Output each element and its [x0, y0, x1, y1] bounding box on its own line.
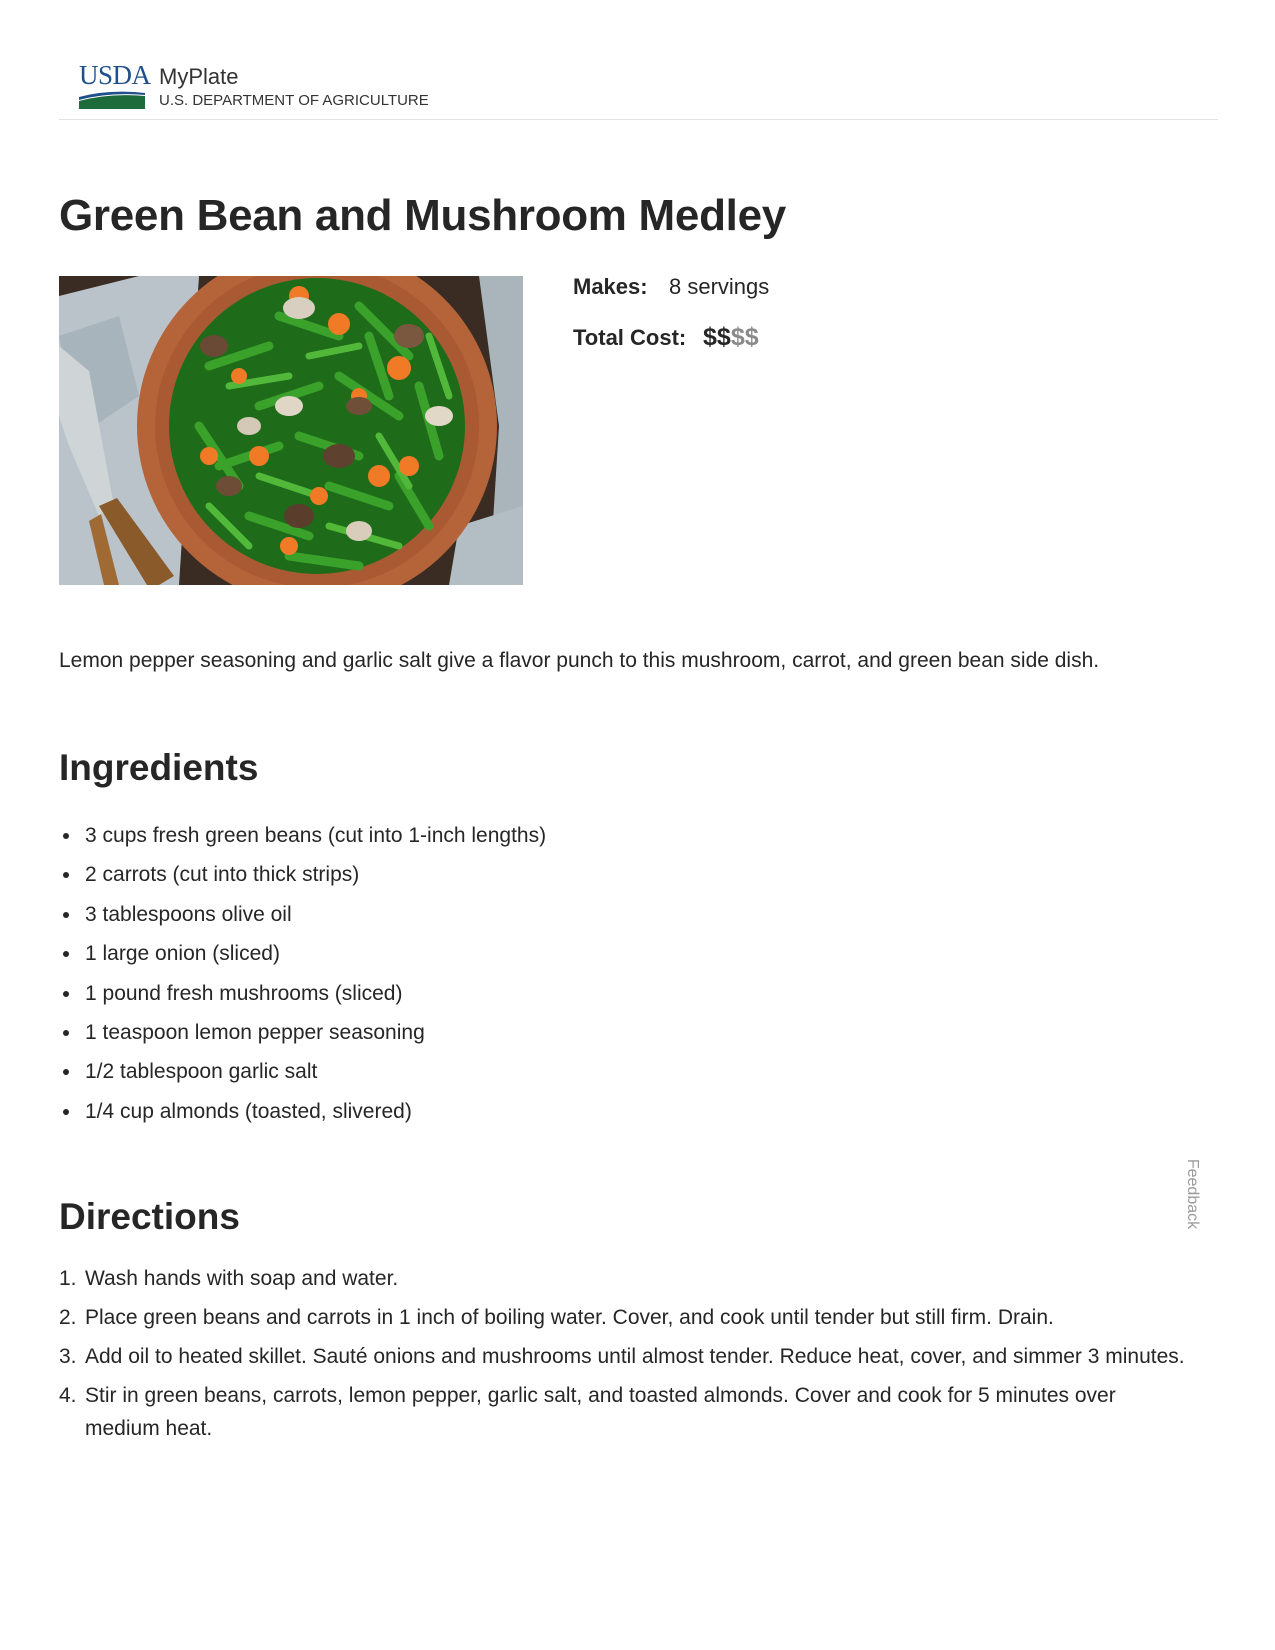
recipe-title: Green Bean and Mushroom Medley: [59, 191, 786, 240]
ingredient-text: 1/2 tablespoon garlic salt: [85, 1060, 318, 1084]
ingredient-item: [85, 855, 985, 894]
brand-name[interactable]: MyPlate: [159, 64, 239, 89]
cost-rating: [703, 323, 759, 351]
cost-filled: $$: [703, 323, 731, 351]
cost-empty: $$: [730, 323, 759, 351]
ingredient-text: 2 carrots (cut into thick strips): [85, 863, 360, 887]
bullet-icon: [63, 1109, 69, 1115]
bullet-icon: [63, 833, 69, 839]
bullet-icon: [63, 951, 69, 957]
makes-value: 8 servings: [669, 274, 770, 299]
cost-label: Total Cost:: [573, 325, 687, 350]
ingredient-item: [85, 1013, 985, 1052]
ingredient-text: 1/4 cup almonds (toasted, slivered): [85, 1099, 412, 1123]
ingredient-item: [85, 1052, 985, 1091]
bullet-icon: [63, 1069, 69, 1075]
step-number: 4.: [59, 1384, 77, 1407]
directions-heading: Directions: [59, 1196, 240, 1237]
bullet-icon: [63, 872, 69, 878]
step-number: 3.: [59, 1345, 77, 1368]
bullet-icon: [63, 991, 69, 997]
ingredient-item: [85, 895, 985, 934]
usda-logo-text: USDA: [79, 60, 151, 90]
feedback-label: Feedback: [1184, 1158, 1201, 1230]
step-text: Stir in green beans, carrots, lemon pepper, garlic salt, and toasted almonds. Cover and cook for 5 minutes over medium heat.: [85, 1384, 1116, 1440]
ingredient-text: 1 large onion (sliced): [85, 942, 280, 966]
direction-step: [59, 1340, 1195, 1373]
usda-logo-field-icon: [79, 87, 145, 109]
ingredient-item: [85, 1092, 985, 1131]
ingredient-text: 1 teaspoon lemon pepper seasoning: [85, 1020, 425, 1044]
servings-row: [573, 273, 770, 301]
ingredient-text: 1 pound fresh mushrooms (sliced): [85, 981, 403, 1005]
feedback-tab[interactable]: [1180, 1156, 1204, 1236]
department-name: U.S. DEPARTMENT OF AGRICULTURE: [159, 92, 429, 109]
ingredient-item: [85, 816, 985, 855]
direction-step: [59, 1379, 1195, 1445]
site-header: [59, 52, 1218, 120]
step-text: Place green beans and carrots in 1 inch of boiling water. Cover, and cook until tender but still firm. Drain.: [85, 1306, 1054, 1329]
ingredients-list: [59, 816, 985, 1131]
direction-step: [59, 1262, 1195, 1295]
directions-list: [59, 1262, 1195, 1451]
step-text: Add oil to heated skillet. Sauté onions and mushrooms until almost tender. Reduce heat, cover, and simmer 3 minutes.: [85, 1345, 1185, 1368]
ingredient-text: 3 cups fresh green beans (cut into 1-inch lengths): [85, 824, 547, 847]
bullet-icon: [63, 1030, 69, 1036]
green-bean-dish-image: [59, 276, 523, 585]
ingredients-heading: Ingredients: [59, 747, 259, 788]
step-number: 1.: [59, 1267, 77, 1290]
makes-label: Makes:: [573, 274, 648, 299]
cost-row: [573, 323, 759, 352]
direction-step: [59, 1301, 1195, 1334]
recipe-description: Lemon pepper seasoning and garlic salt give a flavor punch to this mushroom, carrot, and green bean side dish.: [59, 649, 1100, 672]
ingredient-text: 3 tablespoons olive oil: [85, 902, 292, 926]
step-text: Wash hands with soap and water.: [85, 1267, 399, 1290]
recipe-photo: [59, 276, 523, 585]
usda-logo[interactable]: [79, 60, 151, 110]
ingredient-item: [85, 934, 985, 973]
ingredient-item: [85, 974, 985, 1013]
bullet-icon: [63, 912, 69, 918]
step-number: 2.: [59, 1306, 77, 1329]
